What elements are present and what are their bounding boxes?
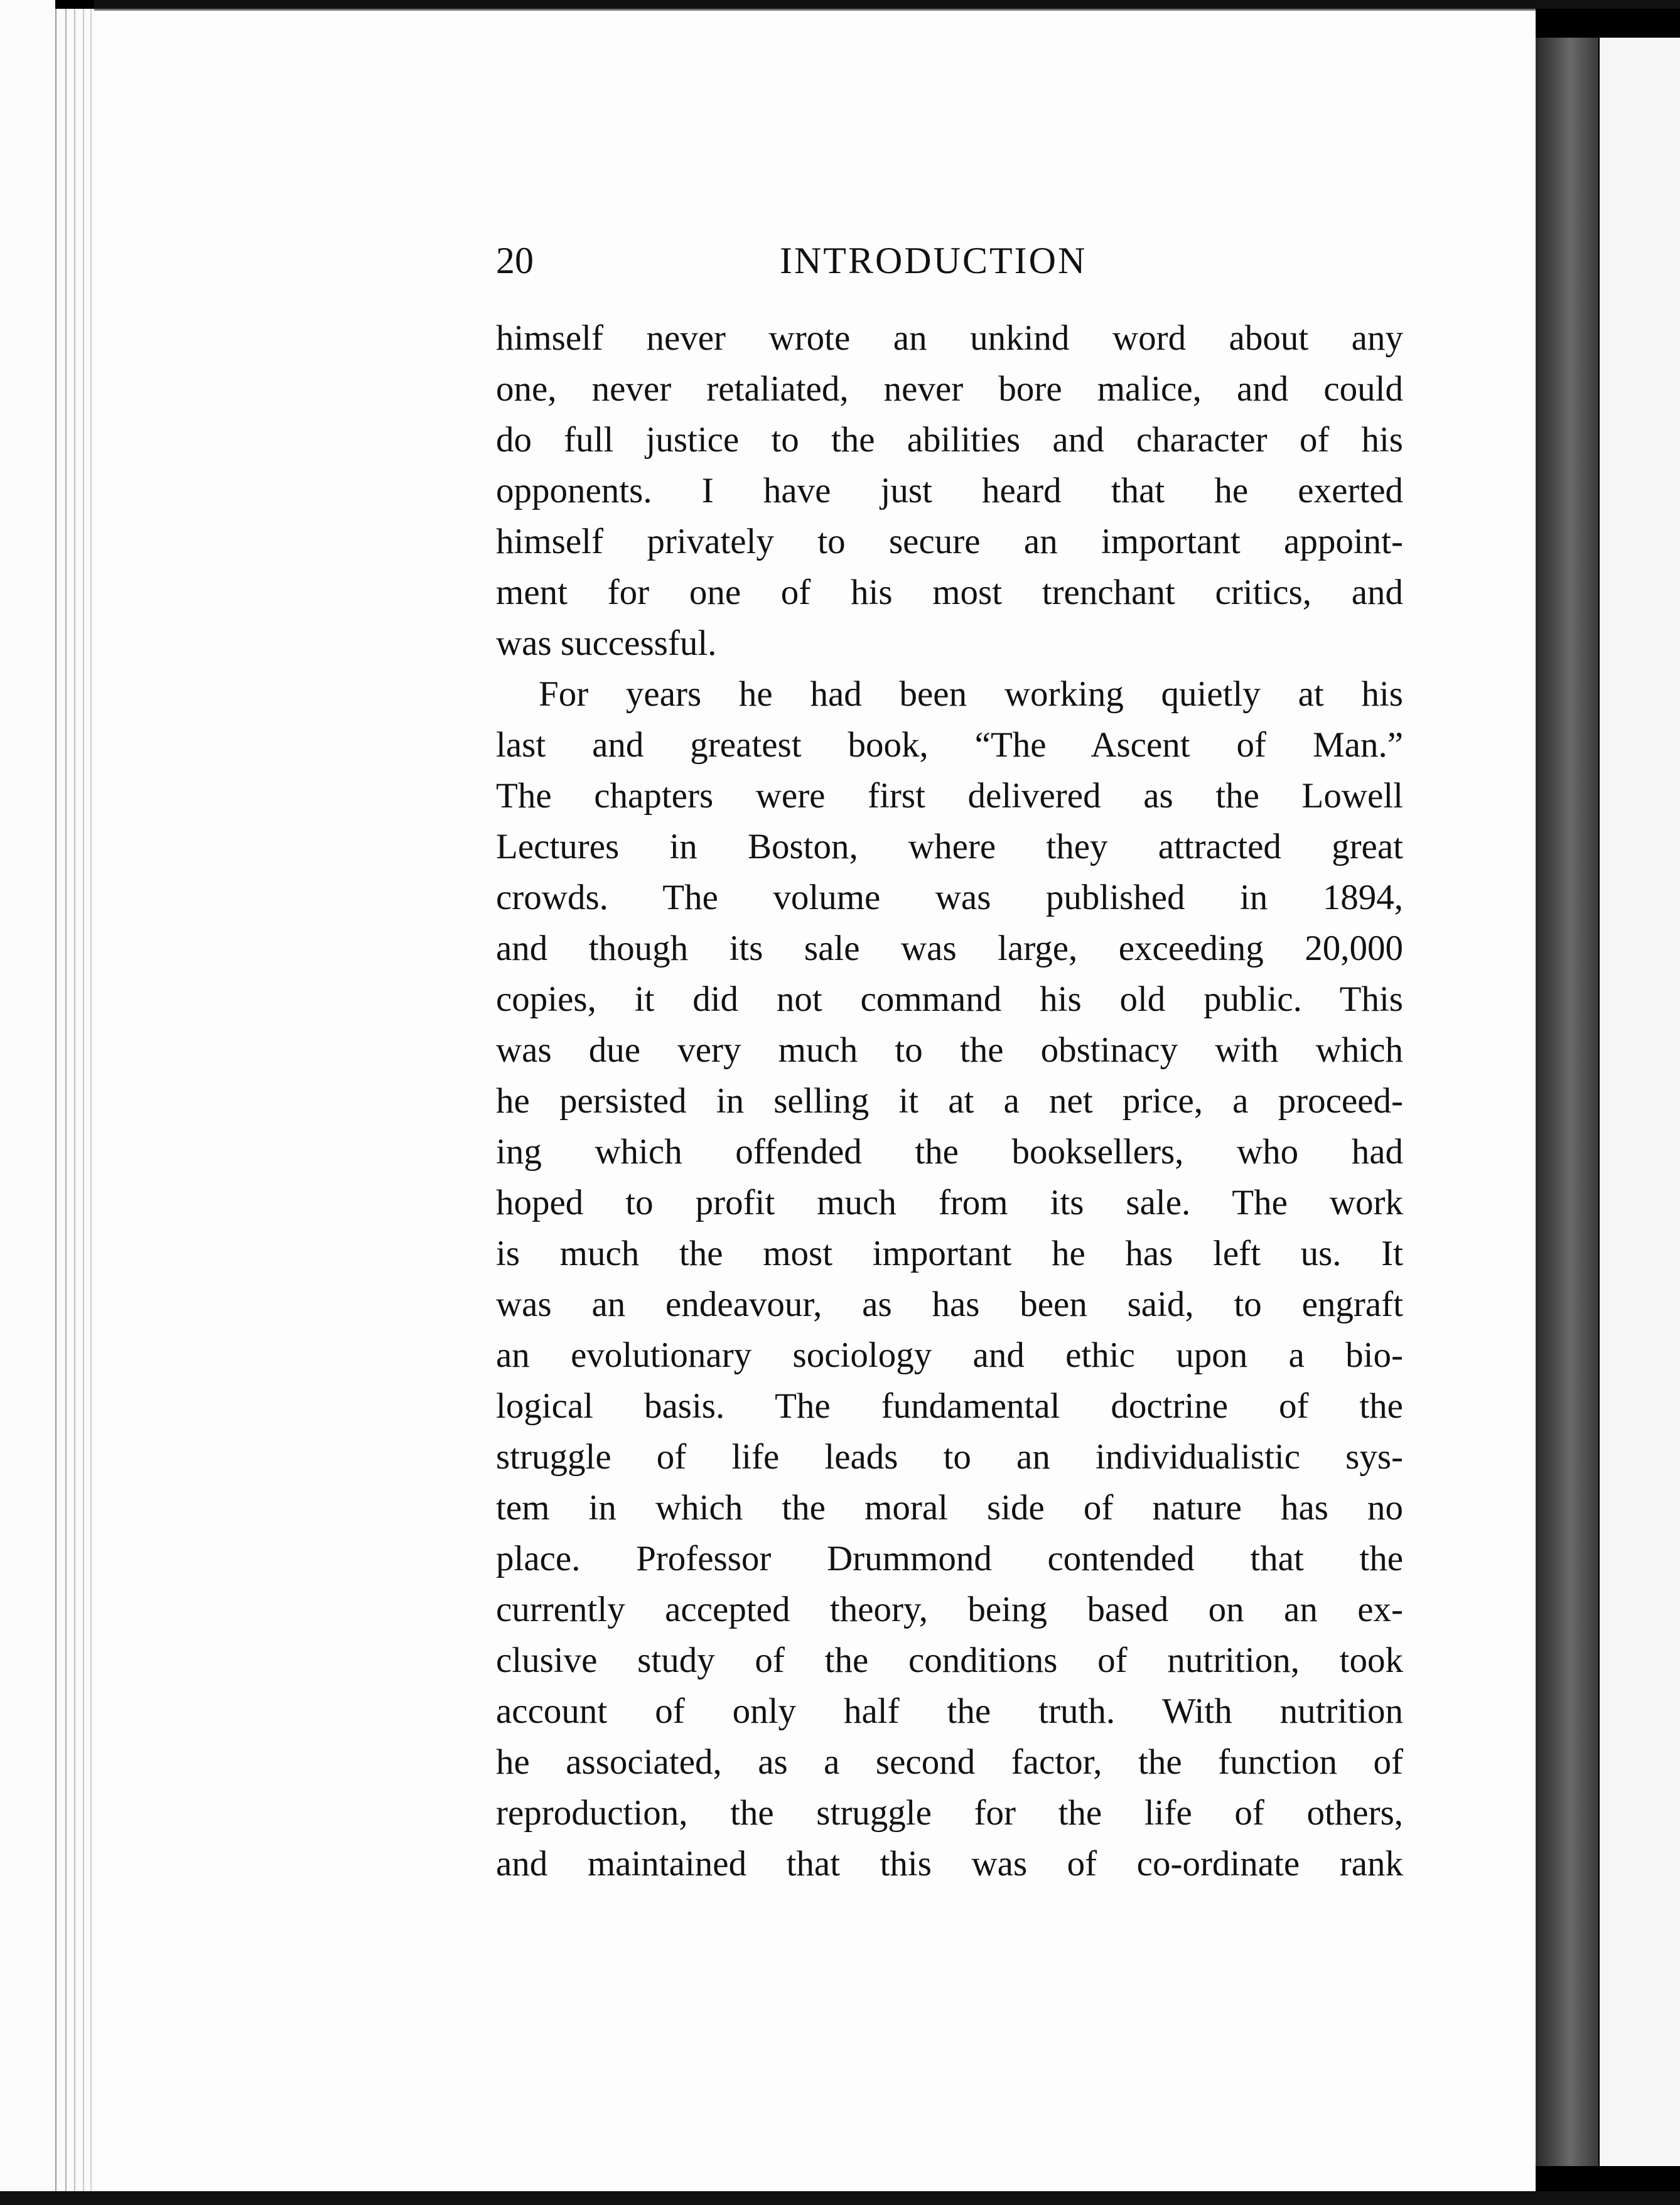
text-line: place. Professor Drummond contended that the xyxy=(496,1539,1403,1578)
bottom-border xyxy=(0,2191,1680,2205)
text-line: he persisted in selling it at a net price, a proceed- xyxy=(496,1081,1403,1121)
left-background xyxy=(0,0,55,2205)
text-line: hoped to profit much from its sale. The work xyxy=(496,1183,1403,1222)
text-line: do full justice to the abilities and character of his xyxy=(496,420,1403,460)
text-line: himself never wrote an unkind word about any xyxy=(496,318,1403,358)
text-line: logical basis. The fundamental doctrine of the xyxy=(496,1386,1403,1426)
text-line: was successful. xyxy=(496,623,717,663)
text-line: one, never retaliated, never bore malice, and could xyxy=(496,369,1403,409)
page-number: 20 xyxy=(496,240,534,281)
text-line: he associated, as a second factor, the function of xyxy=(496,1742,1403,1782)
page-header xyxy=(496,232,1406,289)
text-line: Lectures in Boston, where they attracted great xyxy=(496,827,1403,866)
top-border xyxy=(94,0,1680,9)
text-line: copies, it did not command his old public. This xyxy=(496,979,1403,1019)
text-line: The chapters were first delivered as the Lowell xyxy=(496,776,1403,816)
text-line: For years he had been working quietly at his xyxy=(539,674,1403,714)
text-line: and though its sale was large, exceeding 20,000 xyxy=(496,929,1403,968)
text-line: crowds. The volume was published in 1894, xyxy=(496,878,1403,917)
body-text xyxy=(496,313,1403,1889)
text-line: himself privately to secure an important appoint- xyxy=(496,522,1403,561)
text-line: clusive study of the conditions of nutrition, took xyxy=(496,1641,1403,1680)
text-line: was due very much to the obstinacy with which xyxy=(496,1030,1403,1070)
right-background xyxy=(1600,38,1680,2166)
text-line: ing which offended the booksellers, who had xyxy=(496,1132,1403,1172)
text-line: and maintained that this was of co-ordinate rank xyxy=(496,1844,1403,1884)
running-head: INTRODUCTION xyxy=(780,240,1087,281)
text-line: an evolutionary sociology and ethic upon a bio- xyxy=(496,1335,1403,1375)
text-line: account of only half the truth. With nutrition xyxy=(496,1691,1403,1731)
text-line: was an endeavour, as has been said, to engraft xyxy=(496,1285,1403,1324)
text-line: reproduction, the struggle for the life of others, xyxy=(496,1793,1403,1833)
text-line: opponents. I have just heard that he exerted xyxy=(496,471,1403,510)
text-line: currently accepted theory, being based on an ex- xyxy=(496,1590,1403,1629)
text-line: struggle of life leads to an individualistic sys- xyxy=(496,1437,1403,1477)
text-line: tem in which the moral side of nature has no xyxy=(496,1488,1403,1528)
book-spine-shadow xyxy=(1536,38,1598,2166)
text-line: is much the most important he has left us. It xyxy=(496,1234,1403,1273)
text-line: last and greatest book, “The Ascent of Man.” xyxy=(496,725,1403,765)
text-line: ment for one of his most trenchant critics, and xyxy=(496,573,1403,612)
